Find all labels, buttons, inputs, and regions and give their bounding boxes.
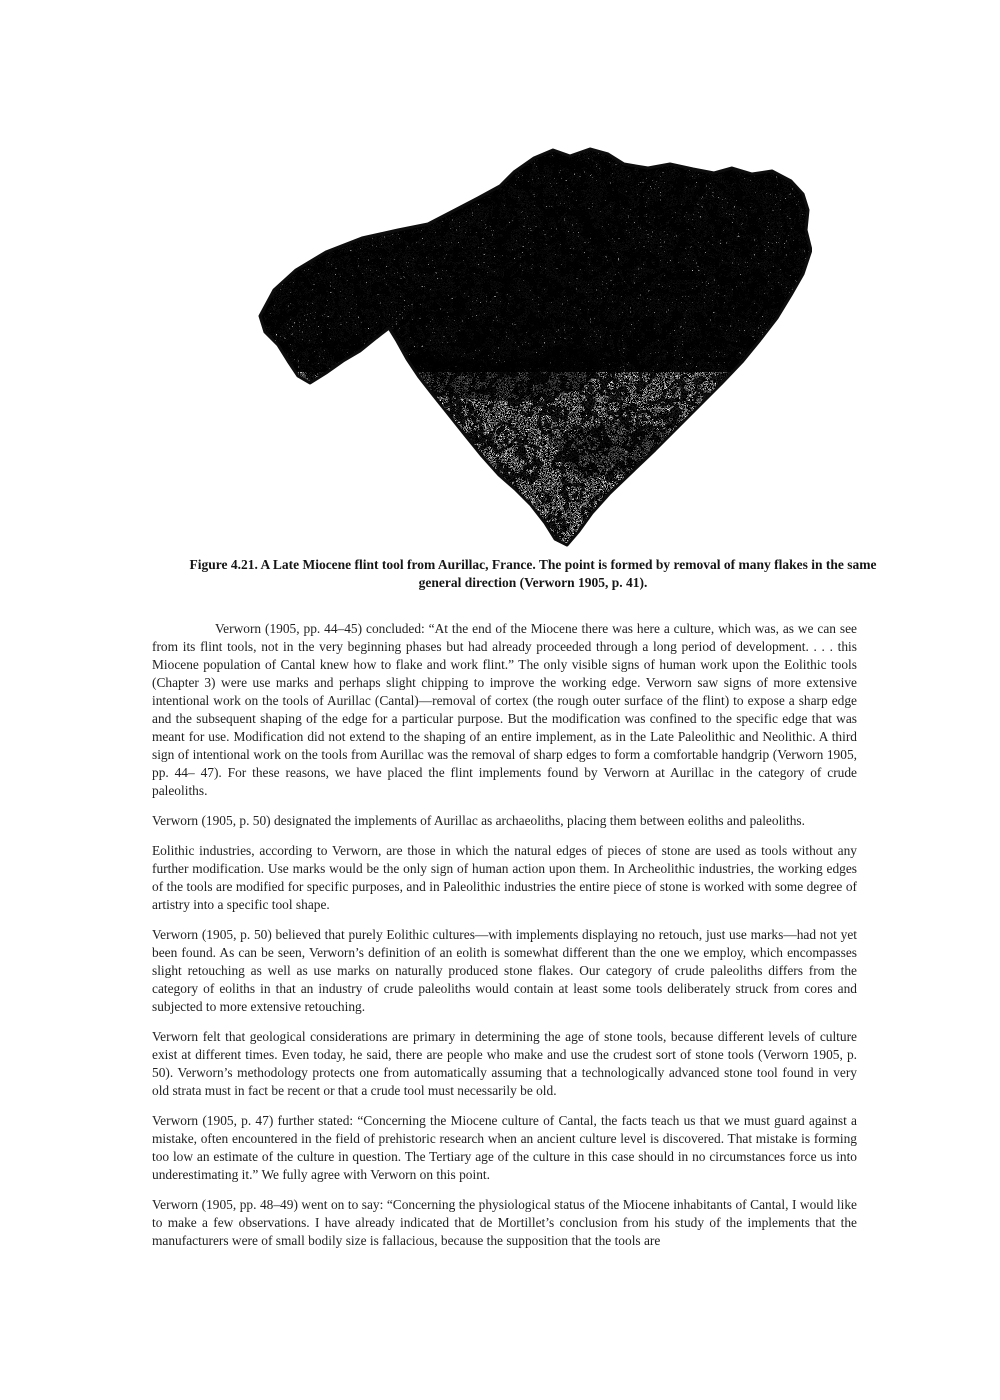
flint-tool-svg xyxy=(250,140,812,548)
body-text xyxy=(152,620,857,1262)
paragraph-2: Verworn (1905, p. 50) designated the implements of Aurillac as archaeoliths, placing them between eoliths and paleoliths. xyxy=(152,813,805,828)
paragraph-6: Verworn (1905, p. 47) further stated: “Concerning the Miocene culture of Cantal, the facts teach us that we must guard against a mistake, often encountered in the field of prehistoric research when an ancient culture level is discovered. That mistake is forming too low an estimate of the culture in question. The Tertiary age of the culture in this case should in no circumstances force us into underestimating it.” We fully agree with Verworn on this point. xyxy=(152,1113,857,1182)
figure-caption: Figure 4.21. A Late Miocene flint tool from Aurillac, France. The point is formed by removal of many flakes in the same general direction (Verworn 1905, p. 41). xyxy=(189,557,877,590)
paragraph-4: Verworn (1905, p. 50) believed that purely Eolithic cultures—with implements displaying no retouch, just use marks—had not yet been found. As can be seen, Verworn’s definition of an eolith is somewhat different than the one we employ, which encompasses slight retouching as well as use marks on naturally produced stone flakes. Our category of crude paleoliths differs from the category of eoliths in that an industry of crude paleoliths would contain at least some tools deliberately struck from cores and subjected to more extensive retouching. xyxy=(152,927,857,1014)
paragraph-7: Verworn (1905, pp. 48–49) went on to say: “Concerning the physiological status of the Miocene inhabitants of Cantal, I would like to make a few observations. I have already indicated that de Mortillet’s conclusion from his study of the implements that the manufacturers were of small bodily size is fallacious, because the supposition that the tools are xyxy=(152,1197,857,1248)
paragraph-5: Verworn felt that geological considerations are primary in determining the age of stone tools, because different levels of culture exist at different times. Even today, he said, there are people who make and use the crudest sort of stone tools (Verworn 1905, p. 50). Verworn’s methodology protects one from automatically assuming that a technologically advanced stone tool found in very old strata must in fact be recent or that a crude tool must necessarily be old. xyxy=(152,1029,857,1098)
paragraph-3: Eolithic industries, according to Verworn, are those in which the natural edges of pieces of stone are used as tools without any further modification. Use marks would be the only sign of human action upon them. In Archeolithic industries, the working edges of the tools are modified for specific purposes, and in Paleolithic industries the entire piece of stone is worked with some degree of artistry into a specific tool shape. xyxy=(152,843,857,912)
paragraph-1: Verworn (1905, pp. 44–45) concluded: “At the end of the Miocene there was here a culture, which was, as we can see from its flint tools, not in the very beginning phases but had already proceeded through a long period of development. . . . this Miocene population of Cantal knew how to flake and work flint.” The only visible signs of human work upon the Eolithic tools (Chapter 3) were use marks and perhaps slight chipping to improve the working edge. Verworn saw signs of more extensive intentional work on the tools of Aurillac (Cantal)—removal of cortex (the rough outer surface of the flint) to expose a sharp edge and the subsequent shaping of the edge for a particular purpose. But the modification was confined to the specific edge that was meant for use. Modification did not extend to the shaping of an entire implement, as in the Late Paleolithic and Neolithic. A third sign of intentional work on the tools from Aurillac was the removal of sharp edges to form a comfortable handgrip (Verworn 1905, pp. 44– 47). For these reasons, we have placed the flint implements found by Verworn at Aurillac in the category of crude paleoliths. xyxy=(152,621,857,798)
flint-tool-illustration xyxy=(250,140,812,548)
